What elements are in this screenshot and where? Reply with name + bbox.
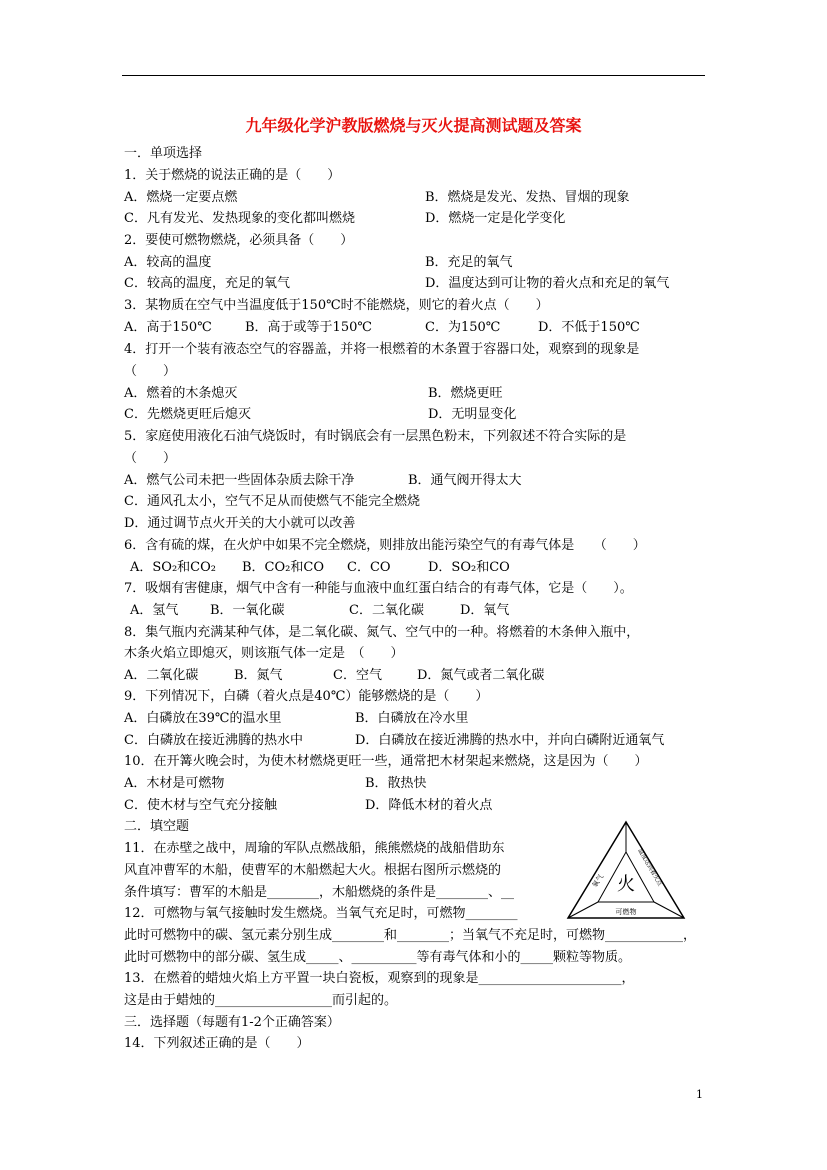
question-line: 11．在赤壁之战中，周瑜的军队点燃战船，熊熊燃烧的战船借助东: [124, 841, 505, 856]
option-a: A．氢气: [130, 603, 179, 618]
question-stem: 9．下列情况下，白磷（着火点是40℃）能够燃烧的是（ ）: [124, 689, 489, 704]
option-c: C．为150℃: [425, 320, 501, 335]
option-b: B．白磷放在冷水里: [355, 711, 469, 726]
option-d: D．氧气: [460, 603, 510, 618]
option-b: B．高于或等于150℃: [245, 320, 372, 335]
option-a: A．燃气公司未把一些固体杂质去除干净: [124, 473, 355, 488]
fire-triangle-diagram: [566, 820, 686, 920]
diagram-bottom-label: 可燃物: [615, 908, 637, 916]
option-a: A．SO₂和CO₂: [130, 560, 216, 575]
question-paren: （ ）: [124, 451, 177, 466]
option-d: D．降低木材的着火点: [365, 798, 493, 813]
option-a: A．白磷放在39℃的温水里: [124, 711, 282, 726]
section-heading: 二．填空题: [124, 819, 190, 834]
question-stem: 7．吸烟有害健康，烟气中含有一种能与血液中血红蛋白结合的有毒气体，它是（ ）。: [124, 581, 633, 596]
option-c: C．空气: [333, 668, 382, 683]
option-d: D．通过调节点火开关的大小就可以改善: [124, 516, 356, 531]
option-a: A．木材是可燃物: [124, 776, 225, 791]
question-line: 此时可燃物中的碳、氢元素分别生成________和________；当氧气不充足时，可燃物____________，: [124, 928, 697, 943]
option-d: D．氮气或者二氧化碳: [417, 668, 545, 683]
option-b: B．通气阀开得太大: [408, 473, 522, 488]
option-c: C．白磷放在接近沸腾的热水中: [124, 733, 303, 748]
option-c: C．较高的温度，充足的氧气: [124, 276, 290, 291]
option-d: D．白磷放在接近沸腾的热水中，并向白磷附近通氧气: [355, 733, 665, 748]
option-d: D．温度达到可让物的着火点和充足的氧气: [425, 276, 670, 291]
option-b: B．充足的氧气: [425, 255, 513, 270]
diagram-left-label: 氧气: [590, 872, 606, 890]
option-b: B．燃烧是发光、发热、冒烟的现象: [425, 190, 630, 205]
option-c: C．先燃烧更旺后熄灭: [124, 407, 251, 422]
option-d: D．无明显变化: [428, 407, 517, 422]
diagram-center-label: 火: [617, 874, 635, 895]
option-c: C．通风孔太小，空气不足从而使燃气不能完全燃烧: [124, 494, 420, 509]
option-b: B．散热快: [365, 776, 427, 791]
question-stem: 10．在开篝火晚会时，为使木材燃烧更旺一些，通常把木材架起来燃烧，这是因为（ ）: [124, 754, 648, 769]
option-d: D．不低于150℃: [538, 320, 640, 335]
question-stem: 8．集气瓶内充满某种气体，是二氧化碳、氮气、空气中的一种。将燃着的木条伸入瓶中，: [124, 625, 640, 640]
question-line: 风直冲曹军的木船，使曹军的木船燃起大火。根据右图所示燃烧的: [124, 863, 502, 878]
question-stem: 3．某物质在空气中当温度低于150℃时不能燃烧，则它的着火点（ ）: [124, 298, 549, 313]
question-stem: 1．关于燃烧的说法正确的是（ ）: [124, 168, 341, 183]
question-line: 13．在燃着的蜡烛火焰上方平置一块白瓷板，观察到的现象是______________________，: [124, 971, 635, 986]
question-stem: 2．要使可燃物燃烧，必须具备（ ）: [124, 233, 354, 248]
option-c: C．二氧化碳: [349, 603, 424, 618]
page-title: 九年级化学沪教版燃烧与灭火提高测试题及答案: [245, 116, 582, 135]
question-line: 12．可燃物与氧气接触时发生燃烧。当氧气充足时，可燃物________: [124, 906, 518, 921]
header-rule: [122, 75, 705, 76]
option-a: A．燃着的木条熄灭: [124, 386, 238, 401]
option-a: A．燃烧一定要点燃: [124, 190, 238, 205]
question-paren: （ ）: [124, 364, 177, 379]
question-line: 条件填写：曹军的木船是________，木船燃烧的条件是________、__: [124, 885, 515, 900]
question-stem: 4．打开一个装有液态空气的容器盖，并将一根燃着的木条置于容器口处，观察到的现象是: [124, 342, 640, 357]
question-stem-cont: 木条火焰立即熄灭，则该瓶气体一定是 （ ）: [124, 646, 404, 661]
option-c: C．凡有发光、发热现象的变化都叫燃烧: [124, 211, 355, 226]
option-c: C．CO: [347, 560, 391, 575]
option-b: B．一氧化碳: [210, 603, 285, 618]
section-heading: 一．单项选择: [124, 146, 203, 161]
question-line: 这是由于蜡烛的__________________而引起的。: [124, 993, 398, 1008]
section-heading: 三．选择题（每题有1-2个正确答案）: [124, 1015, 340, 1030]
option-a: A．二氧化碳: [124, 668, 199, 683]
option-c: C．使木材与空气充分接触: [124, 798, 277, 813]
question-stem: 14．下列叙述正确的是（ ）: [124, 1036, 310, 1051]
option-a: A．高于150℃: [124, 320, 212, 335]
page-number: 1: [696, 1088, 703, 1101]
option-b: B．CO₂和CO: [242, 560, 324, 575]
option-d: D．SO₂和CO: [428, 560, 510, 575]
question-stem: 6．含有硫的煤，在火炉中如果不完全燃烧，则排放出能污染空气的有毒气体是 （ ）: [124, 538, 646, 553]
question-line: 此时可燃物中的部分碳、氢生成_____、__________等有毒气体和小的_____颗粒等物质。: [124, 950, 632, 965]
question-stem: 5．家庭使用液化石油气烧饭时，有时锅底会有一层黑色粉末，下列叙述不符合实际的是: [124, 429, 627, 444]
option-d: D．燃烧一定是化学变化: [425, 211, 566, 226]
option-a: A．较高的温度: [124, 255, 212, 270]
diagram-right-label: 温度达到着火点: [636, 847, 664, 888]
option-b: B．氮气: [234, 668, 283, 683]
option-b: B．燃烧更旺: [428, 386, 503, 401]
